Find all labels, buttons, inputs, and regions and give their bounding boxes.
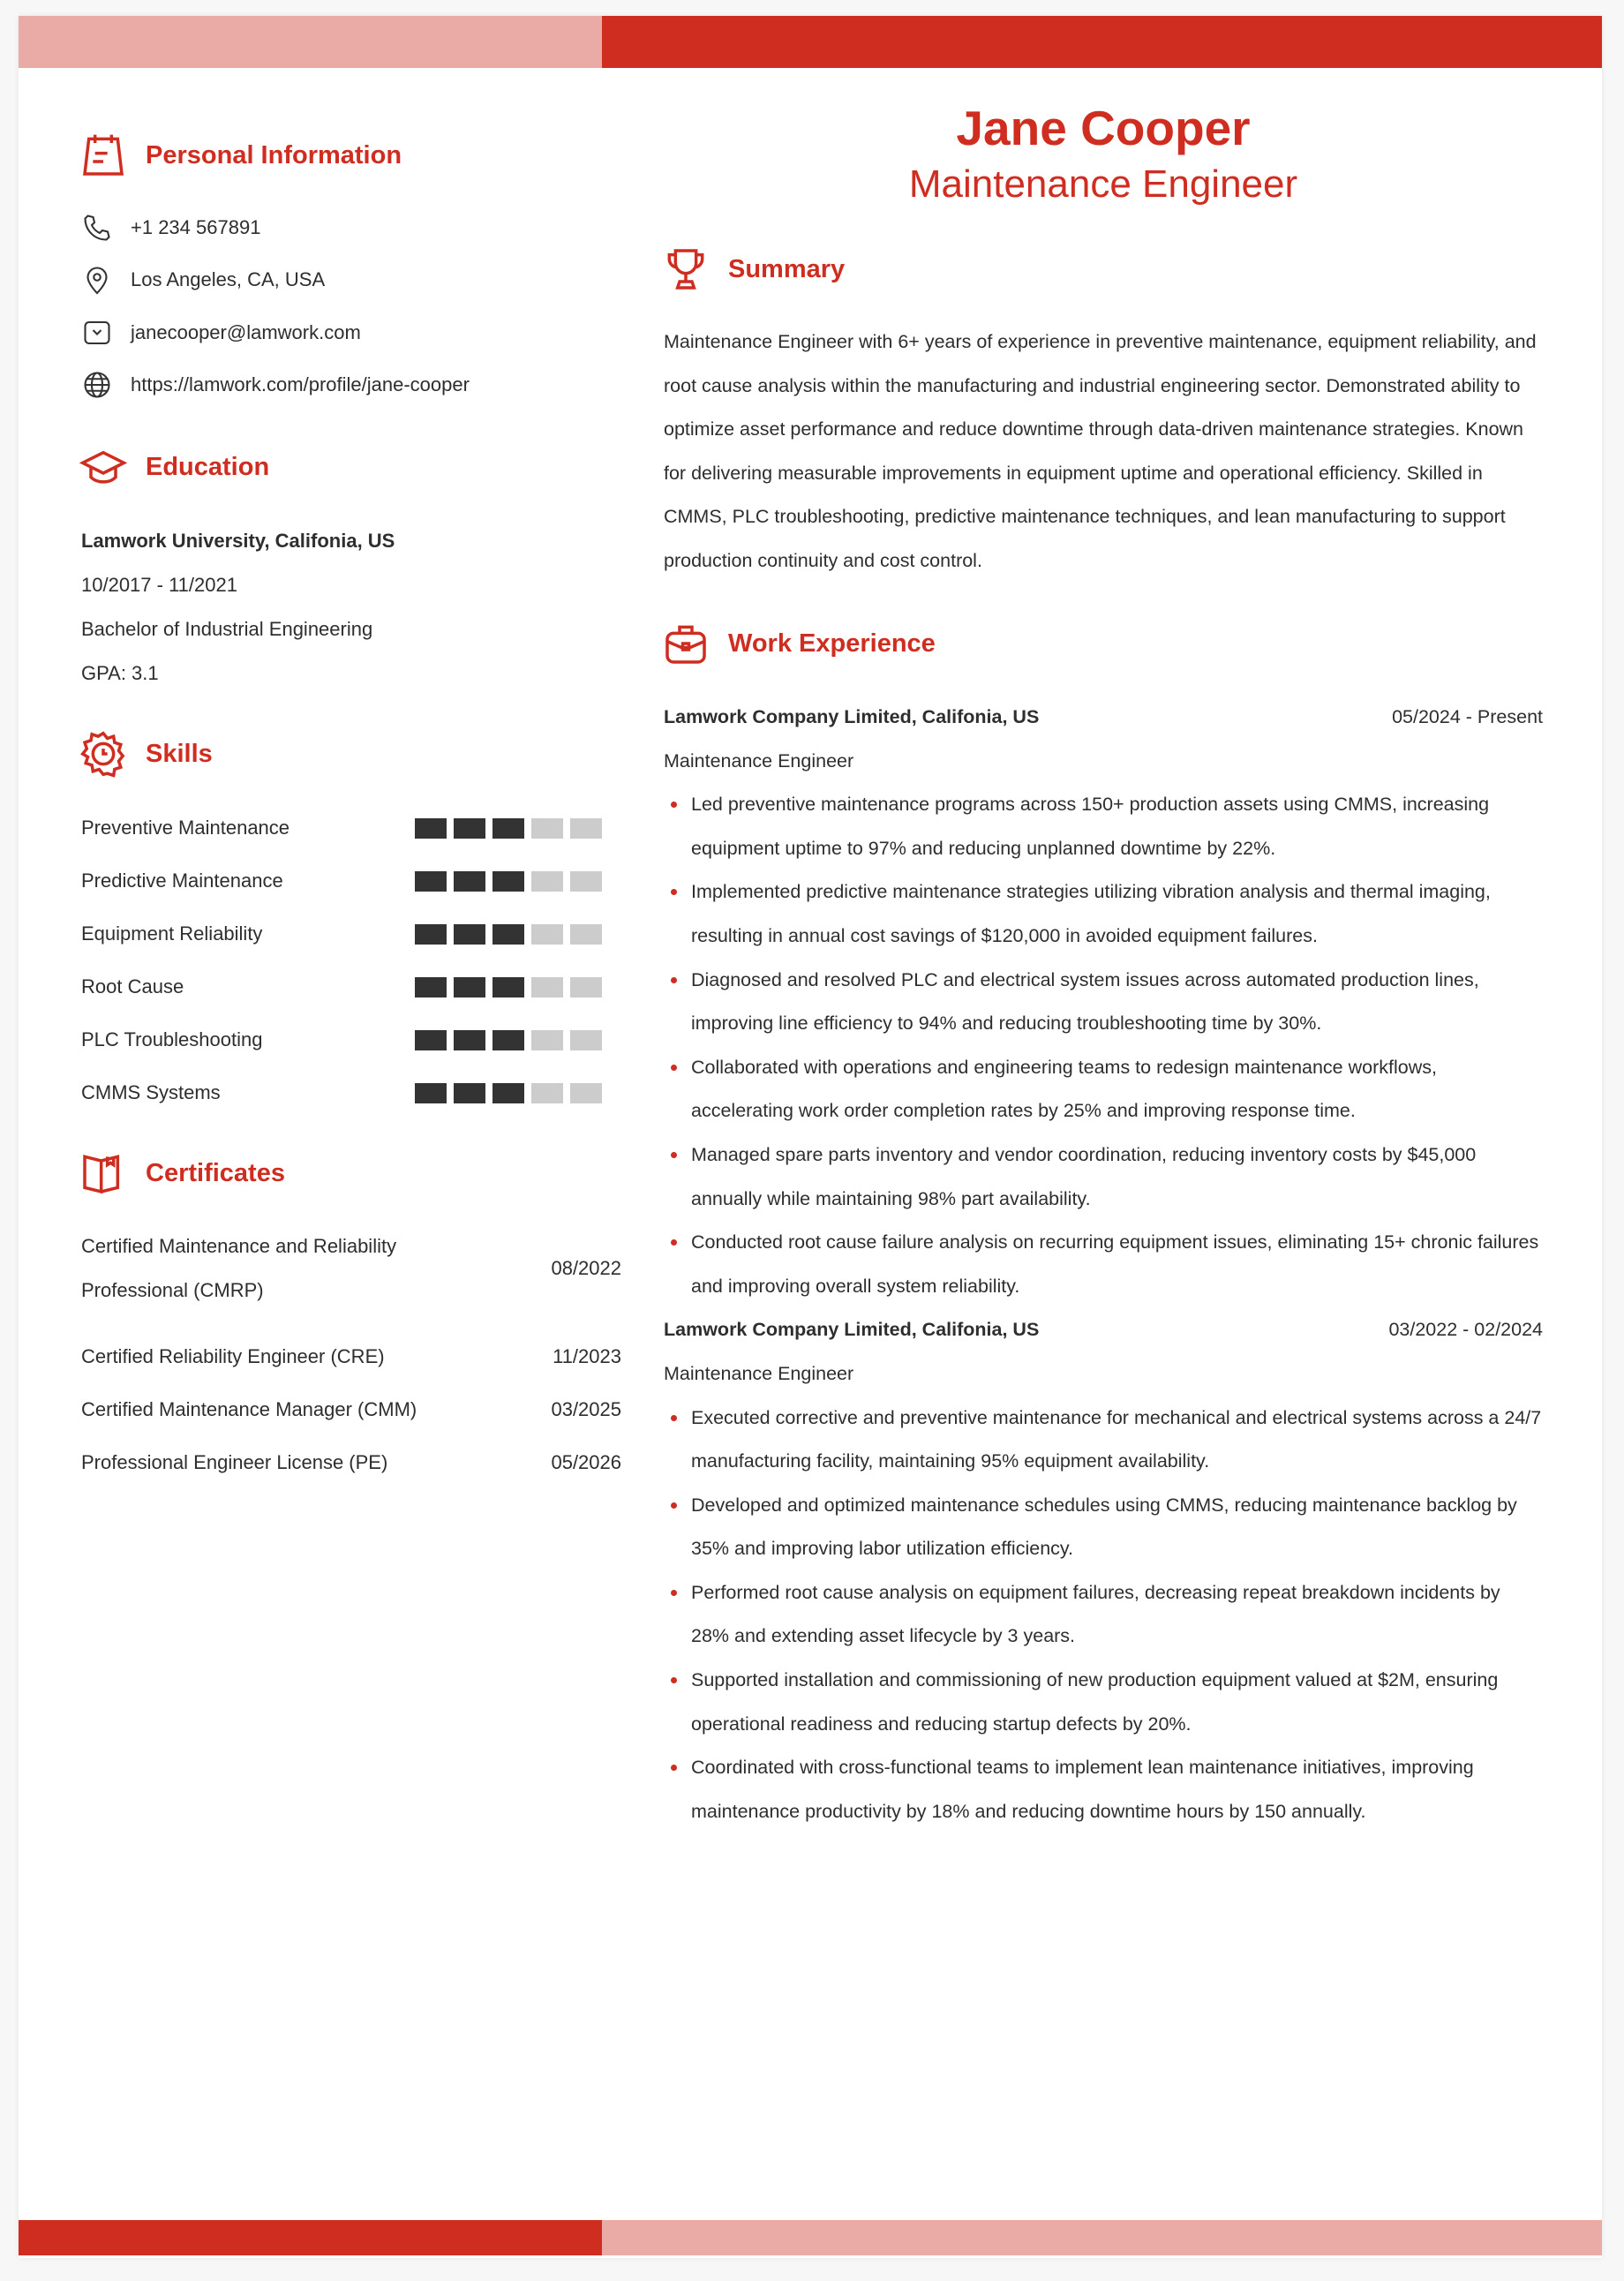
skill-level-box: [492, 924, 524, 945]
globe-icon: [81, 369, 113, 401]
job-bullet: Performed root cause analysis on equipment failures, decreasing repeat breakdown incidents by 28% and extending asset lifecycle by 3 years.: [664, 1571, 1543, 1659]
email-link[interactable]: janecooper@lamwork.com: [131, 321, 361, 343]
phone-text: +1 234 567891: [131, 216, 261, 238]
contact-website[interactable]: [81, 369, 470, 401]
skill-level-box: [492, 818, 524, 839]
education-heading: [79, 442, 269, 492]
candidate-title: Maintenance Engineer: [908, 162, 1298, 206]
skill-level-box: [570, 871, 602, 892]
location-text: Los Angeles, CA, USA: [131, 268, 326, 290]
section-title: Summary: [728, 254, 846, 283]
trophy-icon: [661, 245, 710, 294]
skill-row: [81, 810, 602, 846]
education-dates: 10/2017 - 11/2021: [81, 574, 237, 596]
candidate-name: Jane Cooper: [956, 101, 1251, 155]
skill-level-box: [415, 924, 447, 945]
section-title: Skills: [146, 739, 213, 768]
website-link[interactable]: https://lamwork.com/profile/jane-cooper: [131, 373, 470, 395]
certificate-date: 03/2025: [551, 1398, 621, 1420]
certificate-name: Certified Reliability Engineer (CRE): [81, 1345, 385, 1367]
bottom-bar-accent: [19, 2220, 602, 2255]
skill-level-box: [454, 871, 485, 892]
section-title: Personal Information: [146, 140, 402, 169]
skill-row: [81, 969, 602, 1005]
job-role: Maintenance Engineer: [664, 1362, 854, 1384]
phone-icon: [81, 212, 113, 244]
job-entry: [664, 696, 1543, 1308]
job-bullet: Executed corrective and preventive maintenance for mechanical and electrical systems across a 24/7 manufacturing facility, maintaining 95% equipment availability.: [664, 1396, 1543, 1484]
skill-level-meter: [415, 1083, 602, 1103]
certificate-name: Certified Maintenance Manager (CMM): [81, 1398, 417, 1420]
skill-name: CMMS Systems: [81, 1081, 221, 1103]
location-pin-icon: [81, 264, 113, 296]
skill-row: [81, 916, 602, 952]
skills-heading: [79, 729, 213, 779]
certificates-heading: [79, 1148, 285, 1198]
degree: Bachelor of Industrial Engineering: [81, 618, 373, 640]
skill-level-box: [415, 1030, 447, 1050]
skill-level-box: [570, 1083, 602, 1103]
skill-level-box: [492, 871, 524, 892]
skill-name: Preventive Maintenance: [81, 817, 290, 839]
contact-email[interactable]: [81, 317, 361, 349]
contact-location: [81, 264, 325, 296]
job-bullets: [664, 783, 1543, 1308]
contact-phone: [81, 212, 260, 244]
skill-level-meter: [415, 818, 602, 839]
certificate-date: 05/2026: [551, 1451, 621, 1473]
skill-level-box: [531, 871, 563, 892]
skill-level-box: [415, 977, 447, 997]
summary-text: Maintenance Engineer with 6+ years of experience in preventive maintenance, equipment reliability, and root cause analysis within the manufacturing and industrial engineering sector. Demonstrated ability to optimize asset performance and reduce downtime through data-driven maintenance strategies. Known for delivering measurable improvements in equipment uptime and operational efficiency. Skilled in CMMS, PLC troubleshooting, predictive maintenance techniques, and lean manufacturing to support production continuity and cost control.: [664, 331, 1537, 571]
skill-level-box: [531, 977, 563, 997]
calendar-note-icon: [79, 131, 128, 180]
section-title: Work Experience: [728, 629, 936, 658]
gpa: GPA: 3.1: [81, 662, 159, 684]
section-title: Education: [146, 452, 270, 481]
skill-level-box: [570, 924, 602, 945]
certificate-row: [81, 1388, 621, 1432]
skill-level-meter: [415, 1030, 602, 1050]
skill-level-box: [531, 924, 563, 945]
job-bullet: Managed spare parts inventory and vendor coordination, reducing inventory costs by $45,000 annually while maintaining 98% part availability.: [664, 1133, 1543, 1221]
skill-level-box: [492, 1083, 524, 1103]
mail-icon: [81, 317, 113, 349]
skill-row: [81, 1022, 602, 1058]
skill-level-meter: [415, 924, 602, 945]
book-icon: [79, 1148, 128, 1198]
skill-level-box: [570, 818, 602, 839]
skill-level-box: [531, 818, 563, 839]
skill-level-box: [415, 818, 447, 839]
skill-name: Equipment Reliability: [81, 922, 263, 945]
job-bullet: Collaborated with operations and engineering teams to redesign maintenance workflows, accelerating work order completion rates by 25% and improving response time.: [664, 1046, 1543, 1133]
skill-level-box: [454, 818, 485, 839]
section-title: Certificates: [146, 1158, 285, 1187]
certificate-date: 08/2022: [551, 1257, 621, 1279]
job-bullet: Implemented predictive maintenance strategies utilizing vibration analysis and thermal imaging, resulting in annual cost savings of $120,000 in avoided equipment failures.: [664, 870, 1543, 958]
job-bullet: Supported installation and commissioning of new production equipment valued at $2M, ensuring operational readiness and reducing startup defects by 20%.: [664, 1659, 1543, 1746]
school-name: Lamwork University, Califonia, US: [81, 530, 395, 552]
skill-level-box: [570, 1030, 602, 1050]
job-dates: 05/2024 - Present: [1392, 706, 1543, 727]
job-bullet: Conducted root cause failure analysis on recurring equipment issues, eliminating 15+ chronic failures and improving overall system reliability.: [664, 1221, 1543, 1308]
top-bar-light: [19, 16, 602, 68]
top-bar-accent: [602, 16, 1602, 68]
job-bullet: Diagnosed and resolved PLC and electrical system issues across automated production lines, improving line efficiency to 94% and reducing troubleshooting time by 30%.: [664, 959, 1543, 1046]
personal-info-heading: [79, 131, 402, 180]
skill-name: Predictive Maintenance: [81, 869, 283, 892]
skill-level-box: [492, 977, 524, 997]
skill-level-box: [492, 1030, 524, 1050]
work-experience-heading: [661, 619, 936, 668]
company-name: Lamwork Company Limited, Califonia, US: [664, 1319, 1040, 1341]
resume-page: [19, 16, 1602, 2258]
job-bullet: Led preventive maintenance programs across 150+ production assets using CMMS, increasing equipment uptime to 97% and reducing unplanned downtime by 22%.: [664, 783, 1543, 870]
skill-name: PLC Troubleshooting: [81, 1028, 263, 1050]
job-entry: [664, 1308, 1543, 1833]
bottom-bar-light: [602, 2220, 1602, 2255]
graduation-cap-icon: [79, 442, 128, 492]
job-bullet: Coordinated with cross-functional teams to implement lean maintenance initiatives, improving maintenance productivity by 18% and reducing downtime hours by 150 annually.: [664, 1746, 1543, 1833]
skill-level-box: [415, 871, 447, 892]
education-entry: [81, 519, 395, 696]
skill-row: [81, 863, 602, 899]
skill-level-box: [454, 1030, 485, 1050]
skill-level-box: [415, 1083, 447, 1103]
skill-level-box: [531, 1083, 563, 1103]
skill-level-box: [454, 1083, 485, 1103]
certificate-name: Professional Engineer License (PE): [81, 1451, 388, 1473]
skill-row: [81, 1075, 602, 1110]
gear-clock-icon: [79, 729, 128, 779]
certificate-row: [81, 1441, 621, 1485]
skill-level-meter: [415, 977, 602, 997]
job-bullet: Developed and optimized maintenance schedules using CMMS, reducing maintenance backlog by 35% and improving labor utilization efficiency.: [664, 1484, 1543, 1571]
skill-level-box: [570, 977, 602, 997]
skill-name: Root Cause: [81, 975, 184, 997]
certificate-row: [81, 1224, 621, 1313]
certificate-date: 11/2023: [553, 1345, 621, 1367]
company-name: Lamwork Company Limited, Califonia, US: [664, 706, 1040, 727]
skill-level-box: [454, 977, 485, 997]
job-bullets: [664, 1396, 1543, 1834]
job-role: Maintenance Engineer: [664, 749, 854, 772]
skill-level-box: [454, 924, 485, 945]
summary-heading: [661, 245, 845, 294]
skill-level-meter: [415, 871, 602, 892]
certificate-row: [81, 1335, 621, 1379]
certificate-name: Certified Maintenance and Reliability Professional (CMRP): [81, 1235, 397, 1301]
job-dates: 03/2022 - 02/2024: [1388, 1319, 1543, 1341]
briefcase-icon: [661, 619, 710, 668]
skill-level-box: [531, 1030, 563, 1050]
